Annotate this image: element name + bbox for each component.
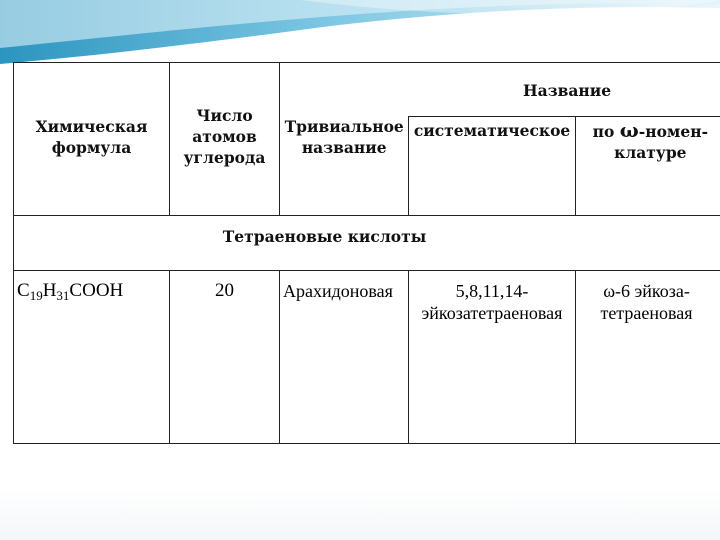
fatty-acids-table xyxy=(13,62,720,444)
header-name-group: Название xyxy=(523,81,612,100)
header-systematic-cell xyxy=(408,116,574,216)
trivial-cell xyxy=(280,271,409,444)
header-formula-cell xyxy=(14,63,170,216)
header-trivial: Тривиальное название xyxy=(284,117,404,157)
omega-symbol: ω xyxy=(619,118,639,142)
header-subcells xyxy=(280,116,720,216)
section-title: Тетраеновые кислоты xyxy=(222,227,427,246)
header-formula: Химическая формула xyxy=(35,117,148,157)
header-name-cell xyxy=(280,63,720,216)
header-systematic: систематическое xyxy=(413,121,571,140)
formula-cell xyxy=(14,271,170,444)
header-omega-cell xyxy=(575,116,720,216)
decorative-bottom-fade xyxy=(0,490,720,540)
carbon-cell xyxy=(170,271,280,444)
header-carbon-cell xyxy=(170,63,280,216)
trivial-value: Арахидоновая xyxy=(283,281,393,301)
header-carbon-atoms: Число атомов углерода xyxy=(183,106,266,167)
systematic-cell xyxy=(409,271,576,444)
header-trivial-cell xyxy=(280,116,408,216)
header-omega: по ω-номен- клатуре xyxy=(592,118,709,162)
data-row xyxy=(14,271,720,444)
header-row xyxy=(14,63,720,216)
formula-value: $C_{19}H_{31}COOH$ xyxy=(17,280,124,303)
section-row xyxy=(14,216,720,271)
omega-cell xyxy=(576,271,720,444)
carbon-value: 20 xyxy=(215,280,234,301)
systematic-value: 5,8,11,14- эйкозатетраеновая xyxy=(421,281,563,323)
section-cell xyxy=(14,216,720,271)
omega-value: ω-6 эйкоза- тетраеновая xyxy=(600,281,693,323)
